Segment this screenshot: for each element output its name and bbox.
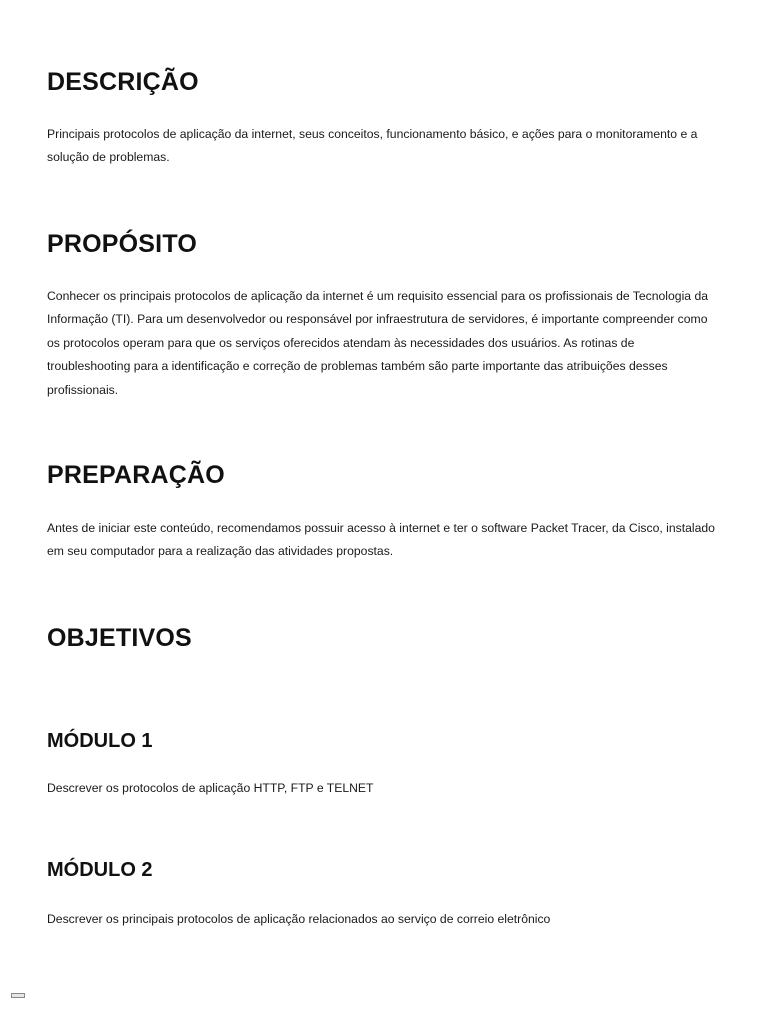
modulo-1-heading: MÓDULO 1 [47, 730, 153, 752]
preparacao-text: Antes de iniciar este conteúdo, recomendamos possuir acesso à internet e ter o software Packet Tracer, da Cisco, instalado em seu computador para a realização das atividades propostas. [47, 521, 715, 559]
descricao-text: Principais protocolos de aplicação da internet, seus conceitos, funcionamento básico, e ações para o monitoramento e a solução de problemas. [47, 127, 698, 165]
modulo-1-text: Descrever os protocolos de aplicação HTTP, FTP e TELNET [47, 781, 374, 795]
descricao-heading: DESCRIÇÃO [47, 68, 199, 96]
objetivos-heading: OBJETIVOS [47, 624, 192, 652]
proposito-heading: PROPÓSITO [47, 230, 197, 258]
proposito-text: Conhecer os principais protocolos de aplicação da internet é um requisito essencial para os profissionais de Tecnologia da Informação (TI). Para um desenvolvedor ou responsável por infraestrutura de servidores, é importante compreender como os protocolos operam para que os serviços oferecidos atendam às necessidades dos usuários. As rotinas de troubleshooting para a identificação e correção de problemas também são parte importante das atribuições desses profissionais. [47, 289, 708, 397]
corner-mark [11, 993, 25, 998]
modulo-2-heading: MÓDULO 2 [47, 859, 153, 881]
modulo-2-text: Descrever os principais protocolos de aplicação relacionados ao serviço de correio eletrônico [47, 912, 551, 926]
preparacao-heading: PREPARAÇÃO [47, 461, 225, 489]
